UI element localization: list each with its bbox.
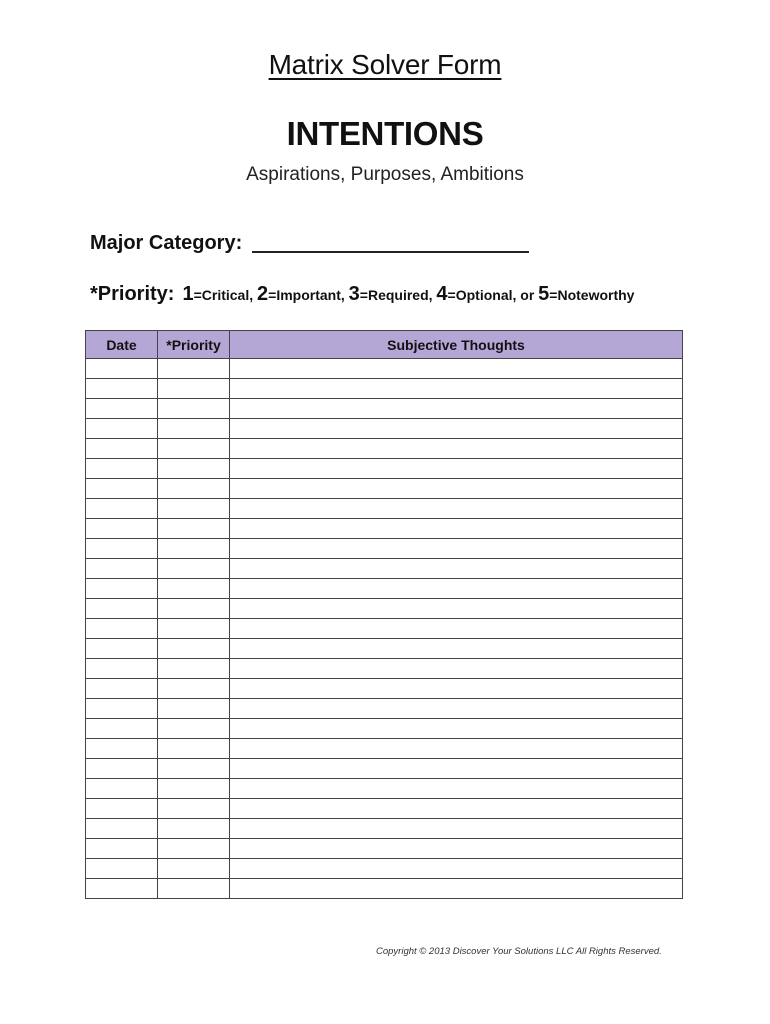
table-row <box>86 879 683 899</box>
date-cell[interactable] <box>86 559 158 579</box>
date-cell[interactable] <box>86 479 158 499</box>
priority-level-number: 4 <box>436 283 448 305</box>
date-cell[interactable] <box>86 499 158 519</box>
priority-cell[interactable] <box>158 779 230 799</box>
thoughts-cell[interactable] <box>230 659 683 679</box>
priority-cell[interactable] <box>158 879 230 899</box>
thoughts-cell[interactable] <box>230 639 683 659</box>
table-row <box>86 779 683 799</box>
priority-legend-label: *Priority: <box>90 283 175 305</box>
priority-cell[interactable] <box>158 419 230 439</box>
table-row <box>86 379 683 399</box>
date-cell[interactable] <box>86 619 158 639</box>
priority-cell[interactable] <box>158 759 230 779</box>
thoughts-cell[interactable] <box>230 799 683 819</box>
table-row <box>86 459 683 479</box>
priority-cell[interactable] <box>158 799 230 819</box>
major-category-row <box>90 230 529 256</box>
priority-level-number: 2 <box>257 283 269 305</box>
priority-cell[interactable] <box>158 719 230 739</box>
priority-level-number: 3 <box>348 283 360 305</box>
priority-cell[interactable] <box>158 819 230 839</box>
priority-cell[interactable] <box>158 499 230 519</box>
table-row <box>86 399 683 419</box>
date-cell[interactable] <box>86 379 158 399</box>
priority-cell[interactable] <box>158 679 230 699</box>
table-body <box>86 359 683 899</box>
date-cell[interactable] <box>86 839 158 859</box>
thoughts-cell[interactable] <box>230 739 683 759</box>
table-row <box>86 619 683 639</box>
priority-cell[interactable] <box>158 739 230 759</box>
table-row <box>86 479 683 499</box>
priority-cell[interactable] <box>158 639 230 659</box>
date-cell[interactable] <box>86 439 158 459</box>
table-row <box>86 839 683 859</box>
priority-cell[interactable] <box>158 459 230 479</box>
table-header-row <box>86 331 683 359</box>
date-cell[interactable] <box>86 599 158 619</box>
priority-cell[interactable] <box>158 539 230 559</box>
date-cell[interactable] <box>86 859 158 879</box>
date-cell[interactable] <box>86 779 158 799</box>
table-row <box>86 599 683 619</box>
page-subheading: Aspirations, Purposes, Ambitions <box>246 164 524 185</box>
thoughts-cell[interactable] <box>230 779 683 799</box>
thoughts-cell[interactable] <box>230 539 683 559</box>
priority-level-text: =Optional, or <box>447 287 539 303</box>
thoughts-cell[interactable] <box>230 419 683 439</box>
date-cell[interactable] <box>86 579 158 599</box>
priority-level-text: =Critical, <box>193 287 258 303</box>
priority-cell[interactable] <box>158 599 230 619</box>
priority-cell[interactable] <box>158 439 230 459</box>
table-row <box>86 539 683 559</box>
table-row <box>86 739 683 759</box>
thoughts-cell[interactable] <box>230 699 683 719</box>
priority-level-text: =Important, <box>268 287 349 303</box>
date-cell[interactable] <box>86 639 158 659</box>
thoughts-cell[interactable] <box>230 359 683 379</box>
priority-level-number: 5 <box>538 283 550 305</box>
table-row <box>86 439 683 459</box>
thoughts-cell[interactable] <box>230 479 683 499</box>
thoughts-cell[interactable] <box>230 559 683 579</box>
thoughts-cell[interactable] <box>230 759 683 779</box>
table-row <box>86 679 683 699</box>
thoughts-cell[interactable] <box>230 599 683 619</box>
thoughts-cell[interactable] <box>230 519 683 539</box>
date-cell[interactable] <box>86 399 158 419</box>
priority-cell[interactable] <box>158 359 230 379</box>
date-cell[interactable] <box>86 539 158 559</box>
date-cell[interactable] <box>86 659 158 679</box>
date-cell[interactable] <box>86 699 158 719</box>
thoughts-cell[interactable] <box>230 679 683 699</box>
date-cell[interactable] <box>86 519 158 539</box>
thoughts-cell[interactable] <box>230 839 683 859</box>
priority-legend <box>90 281 634 309</box>
date-cell[interactable] <box>86 359 158 379</box>
table-row <box>86 519 683 539</box>
table-row <box>86 659 683 679</box>
thoughts-cell[interactable] <box>230 579 683 599</box>
table-row <box>86 639 683 659</box>
table-row <box>86 759 683 779</box>
date-cell[interactable] <box>86 459 158 479</box>
priority-level-text: =Required, <box>359 287 437 303</box>
priority-cell[interactable] <box>158 619 230 639</box>
priority-cell[interactable] <box>158 479 230 499</box>
thoughts-cell[interactable] <box>230 439 683 459</box>
priority-cell[interactable] <box>158 519 230 539</box>
thoughts-cell[interactable] <box>230 819 683 839</box>
priority-cell[interactable] <box>158 859 230 879</box>
priority-cell[interactable] <box>158 839 230 859</box>
date-cell[interactable] <box>86 739 158 759</box>
thoughts-cell[interactable] <box>230 379 683 399</box>
thoughts-cell[interactable] <box>230 499 683 519</box>
column-header-priority: *Priority <box>158 331 230 359</box>
form-title: Matrix Solver Form <box>268 49 502 80</box>
column-header-date: Date <box>86 331 158 359</box>
table-row <box>86 499 683 519</box>
priority-cell[interactable] <box>158 699 230 719</box>
table-row <box>86 579 683 599</box>
priority-cell[interactable] <box>158 399 230 419</box>
date-cell[interactable] <box>86 799 158 819</box>
priority-cell[interactable] <box>158 379 230 399</box>
thoughts-cell[interactable] <box>230 459 683 479</box>
date-cell[interactable] <box>86 419 158 439</box>
major-category-label: Major Category: <box>90 232 243 254</box>
copyright-notice: Copyright © 2013 Discover Your Solutions LLC All Rights Reserved. <box>376 946 662 957</box>
priority-level-text: =Noteworthy <box>549 287 635 303</box>
priority-cell[interactable] <box>158 579 230 599</box>
table-row <box>86 699 683 719</box>
date-cell[interactable] <box>86 879 158 899</box>
column-header-subjective-thoughts: Subjective Thoughts <box>230 331 683 359</box>
table-row <box>86 859 683 879</box>
table-row <box>86 819 683 839</box>
date-cell[interactable] <box>86 719 158 739</box>
priority-cell[interactable] <box>158 659 230 679</box>
thoughts-cell[interactable] <box>230 879 683 899</box>
date-cell[interactable] <box>86 759 158 779</box>
date-cell[interactable] <box>86 679 158 699</box>
priority-level-number: 1 <box>182 283 194 305</box>
major-category-field[interactable] <box>252 231 529 253</box>
table-row <box>86 799 683 819</box>
priority-cell[interactable] <box>158 559 230 579</box>
table-row <box>86 719 683 739</box>
thoughts-cell[interactable] <box>230 399 683 419</box>
thoughts-cell[interactable] <box>230 619 683 639</box>
thoughts-cell[interactable] <box>230 719 683 739</box>
page-heading: INTENTIONS <box>286 115 484 152</box>
thoughts-cell[interactable] <box>230 859 683 879</box>
table-row <box>86 559 683 579</box>
date-cell[interactable] <box>86 819 158 839</box>
table-row <box>86 419 683 439</box>
thoughts-table <box>85 330 683 899</box>
table-row <box>86 359 683 379</box>
